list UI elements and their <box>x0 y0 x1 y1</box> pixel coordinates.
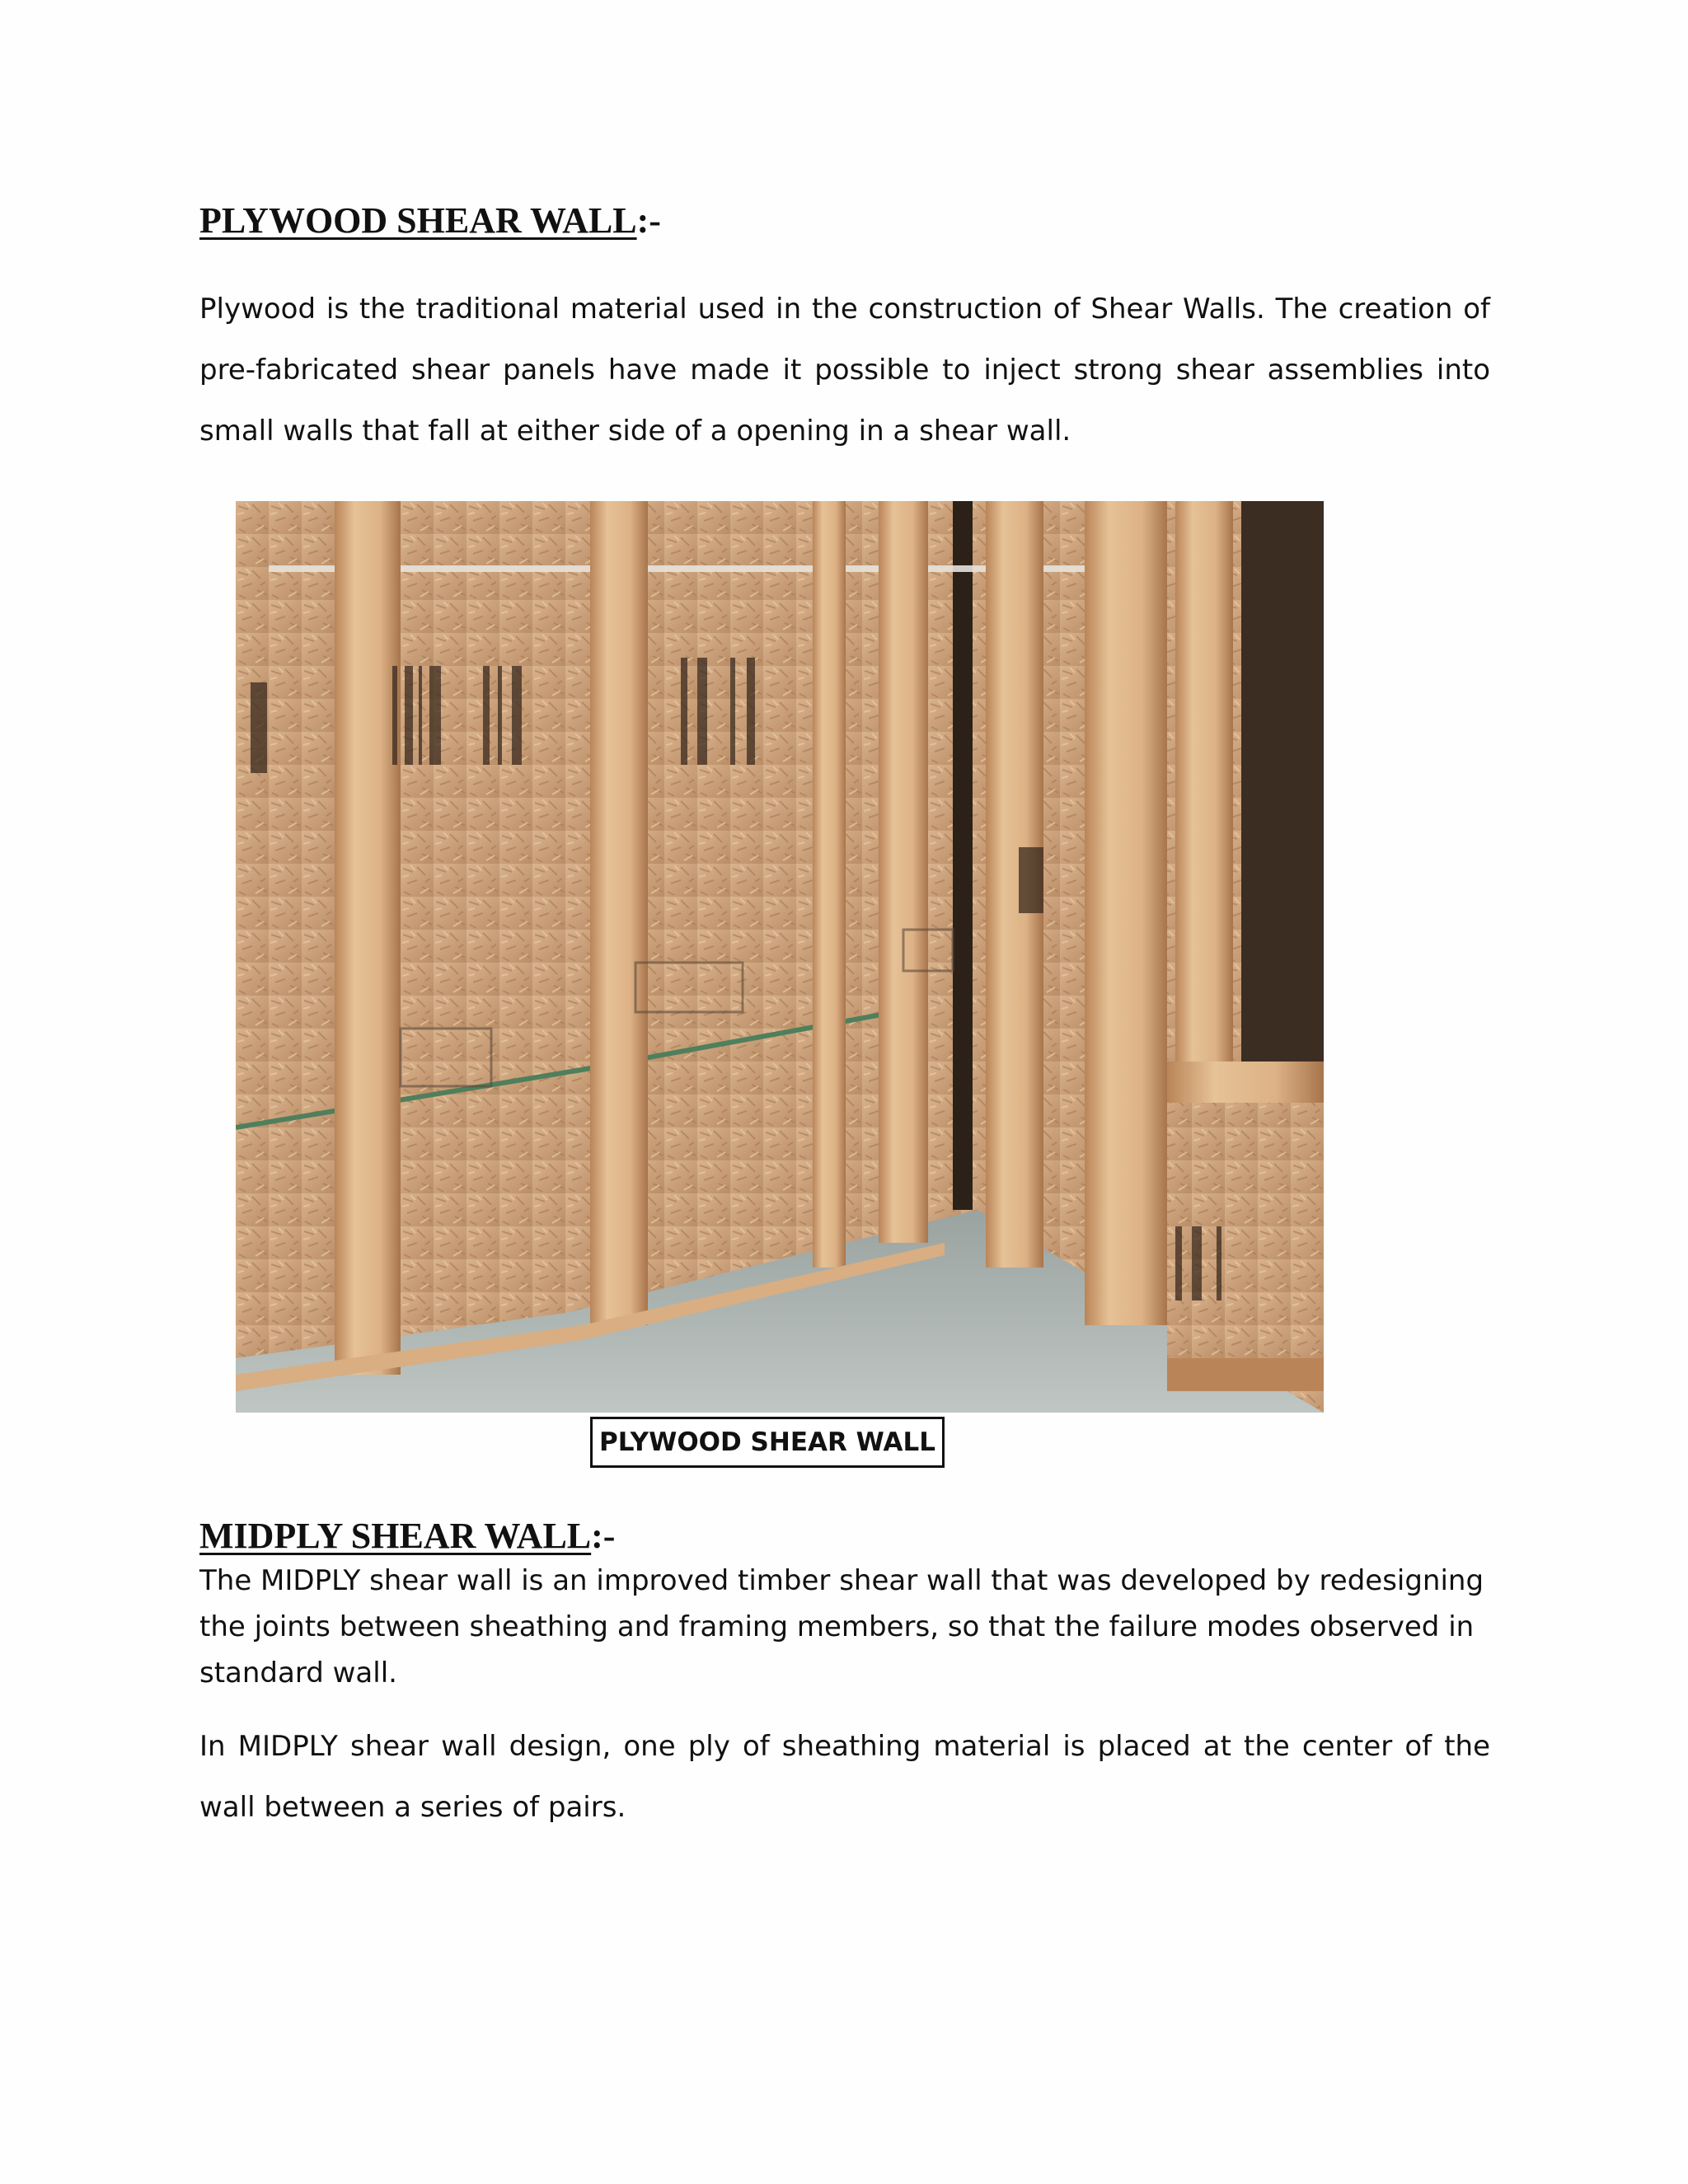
heading-suffix: :- <box>591 1516 616 1556</box>
plywood-shear-wall-photo <box>236 501 1324 1413</box>
plywood-paragraph: Plywood is the traditional material used in the construction of Shear Walls. The creation of pre-fabricated shear panels have made it possible to inject strong shear assemblies into small walls that fall at either side of a opening in a shear wall. <box>199 293 1490 448</box>
figure-caption: PLYWOOD SHEAR WALL <box>590 1417 945 1468</box>
heading-text: MIDPLY SHEAR WALL <box>199 1516 592 1556</box>
midply-paragraph-1: The MIDPLY shear wall is an improved timber shear wall that was developed by redesigning the joints between sheathing and framing members, so that the failure modes observed in standard wall. <box>199 1564 1484 1690</box>
section-heading-plywood <box>199 199 661 242</box>
heading-suffix: :- <box>636 200 661 241</box>
heading-text: PLYWOOD SHEAR WALL <box>199 200 637 241</box>
section-heading-midply <box>199 1515 615 1558</box>
midply-paragraph-2: In MIDPLY shear wall design, one ply of sheathing material is placed at the center of the wall between a series of pairs. <box>199 1730 1490 1824</box>
